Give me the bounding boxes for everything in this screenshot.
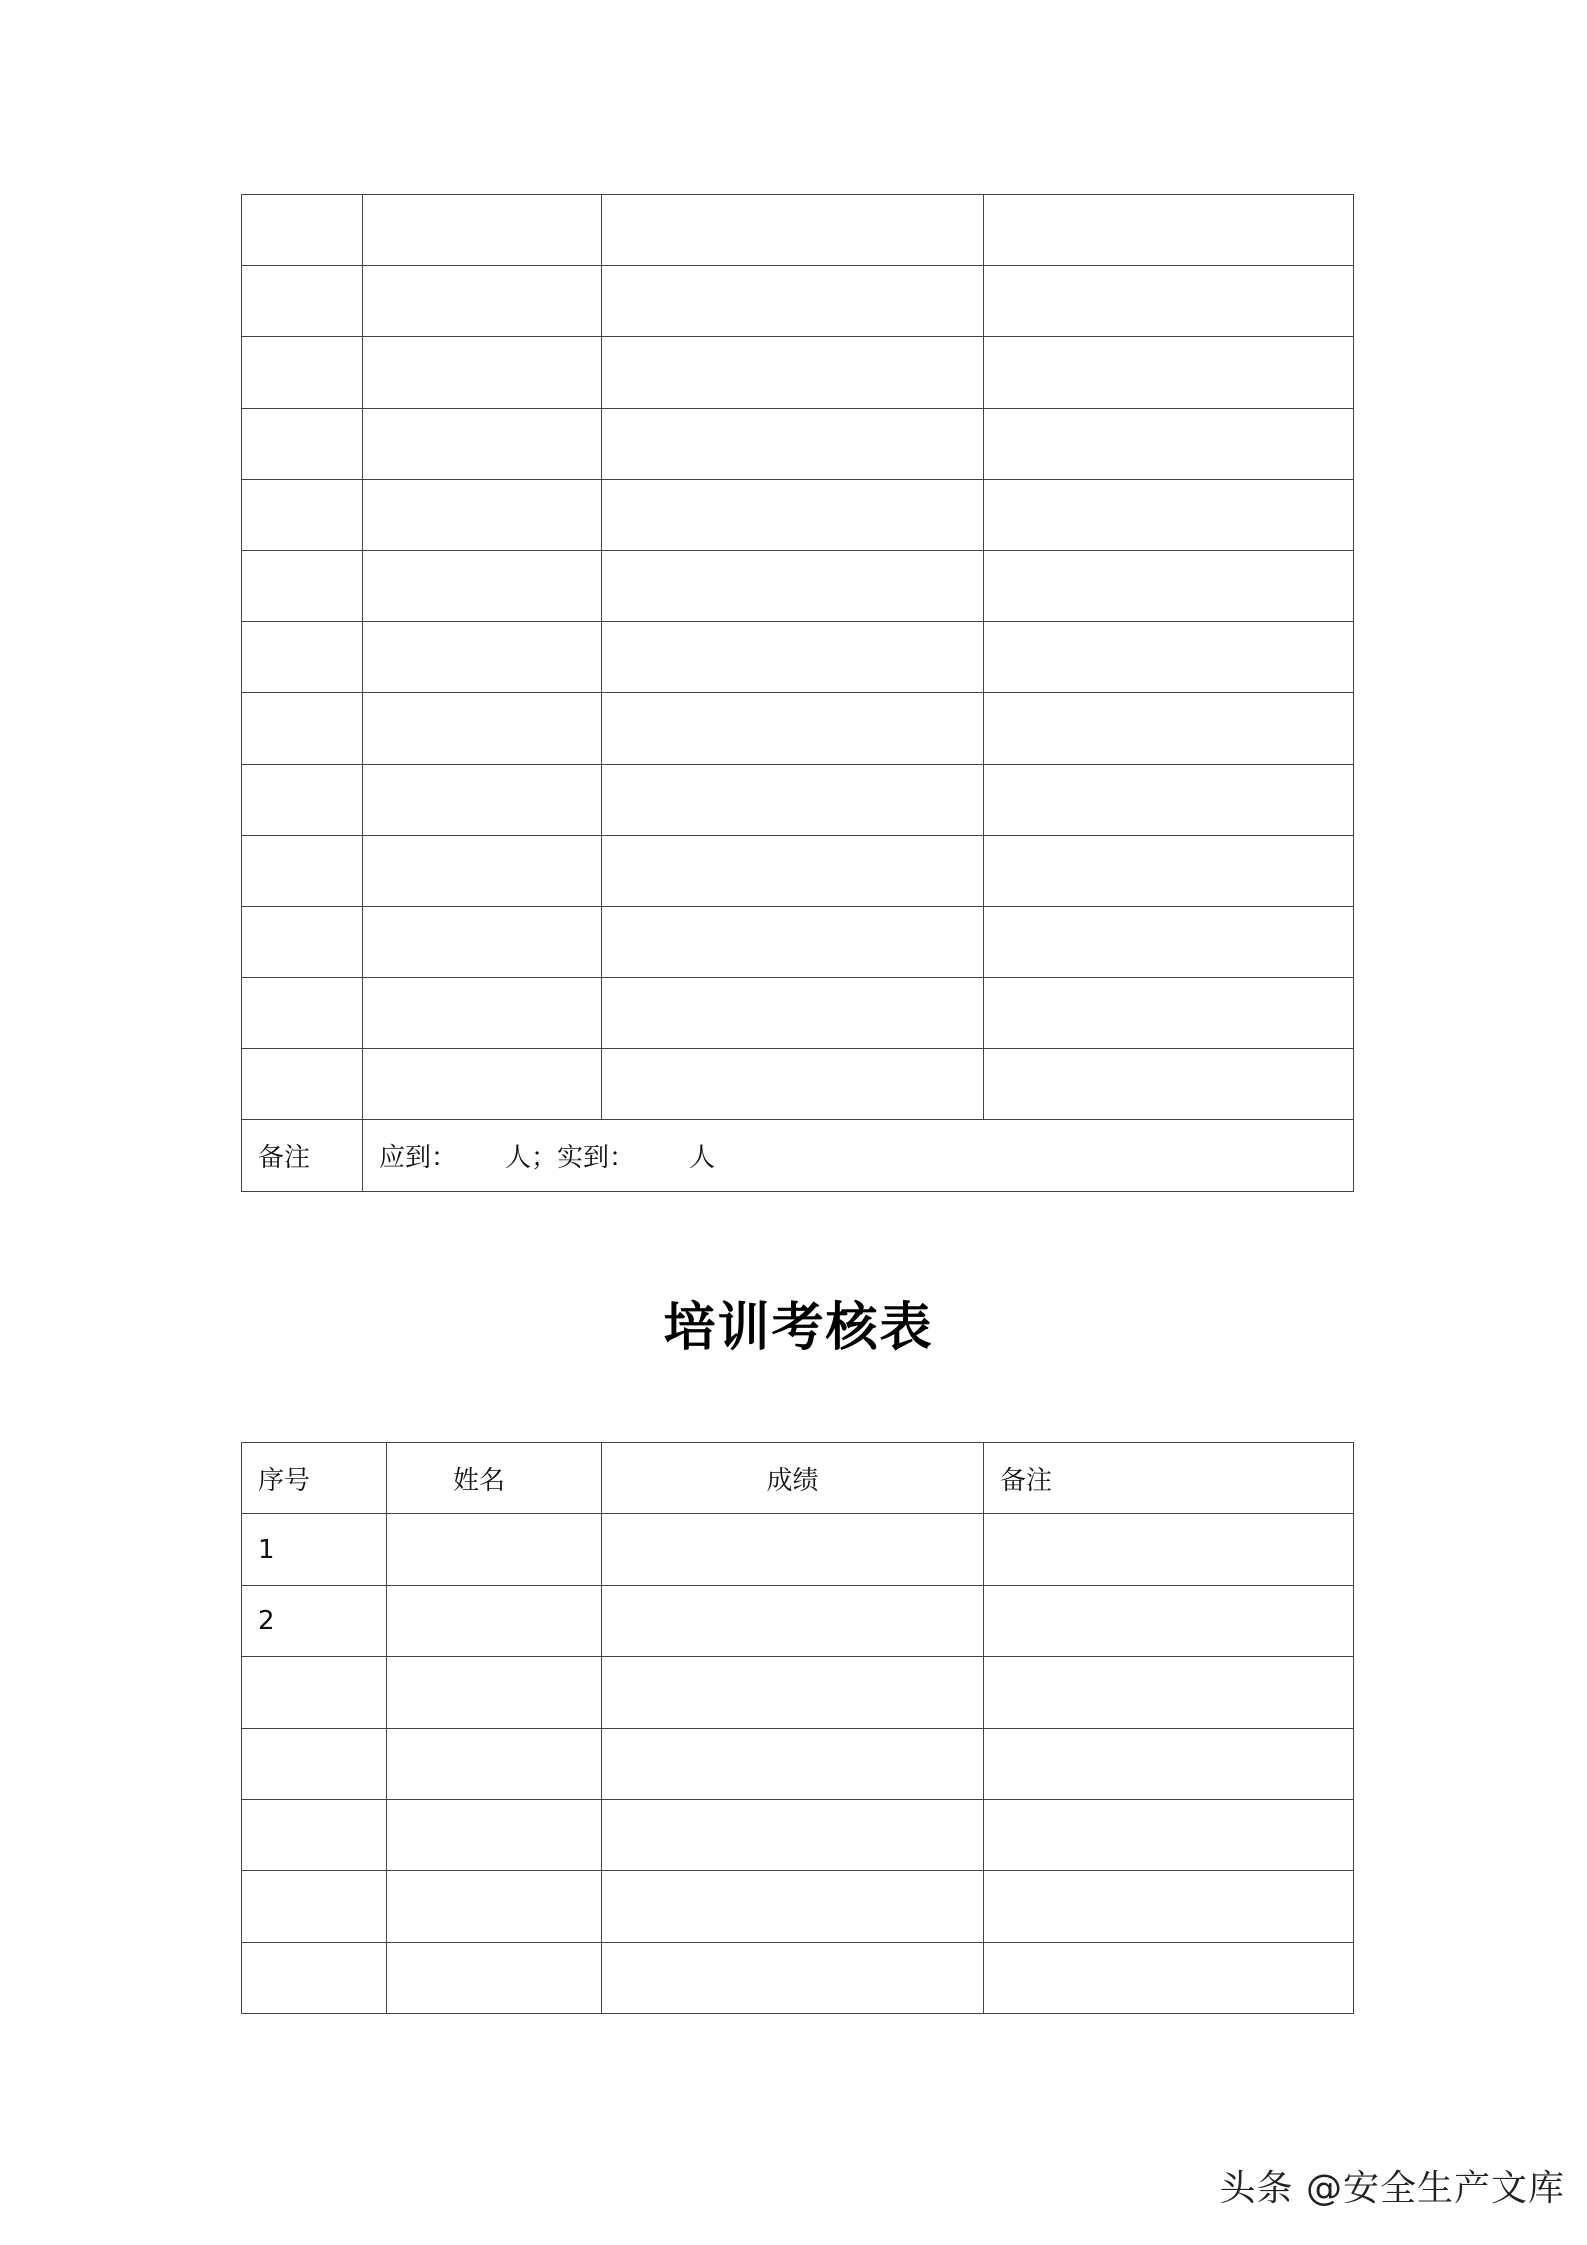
table-cell: [242, 978, 363, 1049]
table-row: [242, 1514, 1354, 1585]
table-cell: [602, 408, 984, 479]
table-cell: [242, 622, 363, 693]
seq-cell: [242, 1871, 387, 1942]
name-cell: [387, 1585, 602, 1656]
exam-table: [241, 1442, 1354, 2014]
table-cell: [363, 835, 602, 906]
table-cell: [984, 1049, 1354, 1120]
seq-cell: [242, 1799, 387, 1870]
score-header: 成绩: [602, 1443, 984, 1514]
remark-label: 备注: [258, 1143, 311, 1174]
seq-cell: [242, 1942, 387, 2013]
seq-cell: 2: [242, 1585, 387, 1656]
table-cell: [363, 550, 602, 621]
table-cell: [602, 764, 984, 835]
table-cell: [602, 622, 984, 693]
table-cell: [984, 622, 1354, 693]
table-cell: [984, 195, 1354, 266]
table-row: [242, 195, 1354, 266]
table-cell: [363, 906, 602, 977]
score-cell: [602, 1942, 984, 2013]
table-cell: [602, 1049, 984, 1120]
table-row: [242, 1871, 1354, 1942]
remark-cell: [984, 1871, 1354, 1942]
table-cell: [984, 764, 1354, 835]
sign-in-table: [241, 194, 1354, 1192]
table-cell: [602, 479, 984, 550]
table-cell: [984, 337, 1354, 408]
exam-header-row: [242, 1443, 1354, 1514]
table-cell: [242, 835, 363, 906]
table-cell: [602, 266, 984, 337]
table-row: [242, 1942, 1354, 2013]
score-cell: [602, 1585, 984, 1656]
table-cell: [984, 906, 1354, 977]
table-cell: [242, 906, 363, 977]
page-title: 培训考核表: [663, 1298, 934, 1358]
score-cell: [602, 1799, 984, 1870]
seq-cell: 1: [242, 1514, 387, 1585]
remark-header: 备注: [984, 1443, 1354, 1514]
exam-table-body: [242, 1443, 1354, 2014]
seq-header: 序号: [242, 1443, 387, 1514]
table-cell: [242, 479, 363, 550]
remark-cell: [984, 1657, 1354, 1728]
watermark: 头条 @安全生产文库: [1219, 2168, 1565, 2209]
table-cell: [242, 408, 363, 479]
name-cell: [387, 1871, 602, 1942]
table-cell: [363, 408, 602, 479]
table-cell: [602, 337, 984, 408]
table-row: [242, 266, 1354, 337]
table-row: [242, 1728, 1354, 1799]
table-cell: [984, 266, 1354, 337]
table-cell: [602, 835, 984, 906]
remark-label-cell: [242, 1120, 363, 1191]
table-cell: [984, 479, 1354, 550]
table-cell: [602, 693, 984, 764]
sign-in-footer-row: [242, 1120, 1354, 1191]
table-row: [242, 1799, 1354, 1870]
seq-cell: [242, 1657, 387, 1728]
table-cell: [984, 835, 1354, 906]
table-cell: [363, 1049, 602, 1120]
table-row: [242, 337, 1354, 408]
table-cell: [363, 195, 602, 266]
table-cell: [363, 693, 602, 764]
remark-cell: [984, 1799, 1354, 1870]
name-cell: [387, 1942, 602, 2013]
table-cell: [242, 195, 363, 266]
table-cell: [363, 764, 602, 835]
table-cell: [602, 195, 984, 266]
table-cell: [242, 337, 363, 408]
table-cell: [363, 978, 602, 1049]
attendance-cell: [363, 1120, 1354, 1191]
score-cell: [602, 1514, 984, 1585]
table-row: [242, 835, 1354, 906]
table-cell: [363, 622, 602, 693]
table-row: [242, 1585, 1354, 1656]
table-cell: [602, 550, 984, 621]
table-row: [242, 764, 1354, 835]
table-cell: [242, 1049, 363, 1120]
sign-in-table-body: [242, 195, 1354, 1192]
table-cell: [242, 550, 363, 621]
name-cell: [387, 1657, 602, 1728]
actual-attend-label: 人；实到：: [505, 1143, 636, 1174]
remark-cell: [984, 1942, 1354, 2013]
table-row: [242, 693, 1354, 764]
table-cell: [984, 978, 1354, 1049]
seq-cell: [242, 1728, 387, 1799]
table-row: [242, 408, 1354, 479]
table-cell: [602, 906, 984, 977]
table-cell: [602, 978, 984, 1049]
name-cell: [387, 1799, 602, 1870]
table-cell: [984, 550, 1354, 621]
score-cell: [602, 1728, 984, 1799]
remark-cell: [984, 1514, 1354, 1585]
table-row: [242, 550, 1354, 621]
table-cell: [242, 693, 363, 764]
table-cell: [363, 337, 602, 408]
table-row: [242, 1657, 1354, 1728]
table-cell: [363, 479, 602, 550]
score-cell: [602, 1657, 984, 1728]
person-unit-label: 人: [689, 1143, 716, 1174]
name-cell: [387, 1514, 602, 1585]
should-attend-label: 应到：: [379, 1143, 458, 1174]
table-cell: [363, 266, 602, 337]
table-cell: [242, 764, 363, 835]
table-cell: [984, 693, 1354, 764]
table-row: [242, 978, 1354, 1049]
table-cell: [984, 408, 1354, 479]
name-header: 姓名: [387, 1443, 602, 1514]
name-cell: [387, 1728, 602, 1799]
remark-cell: [984, 1585, 1354, 1656]
remark-cell: [984, 1728, 1354, 1799]
table-row: [242, 622, 1354, 693]
table-cell: [242, 266, 363, 337]
score-cell: [602, 1871, 984, 1942]
table-row: [242, 906, 1354, 977]
table-row: [242, 1049, 1354, 1120]
table-row: [242, 479, 1354, 550]
